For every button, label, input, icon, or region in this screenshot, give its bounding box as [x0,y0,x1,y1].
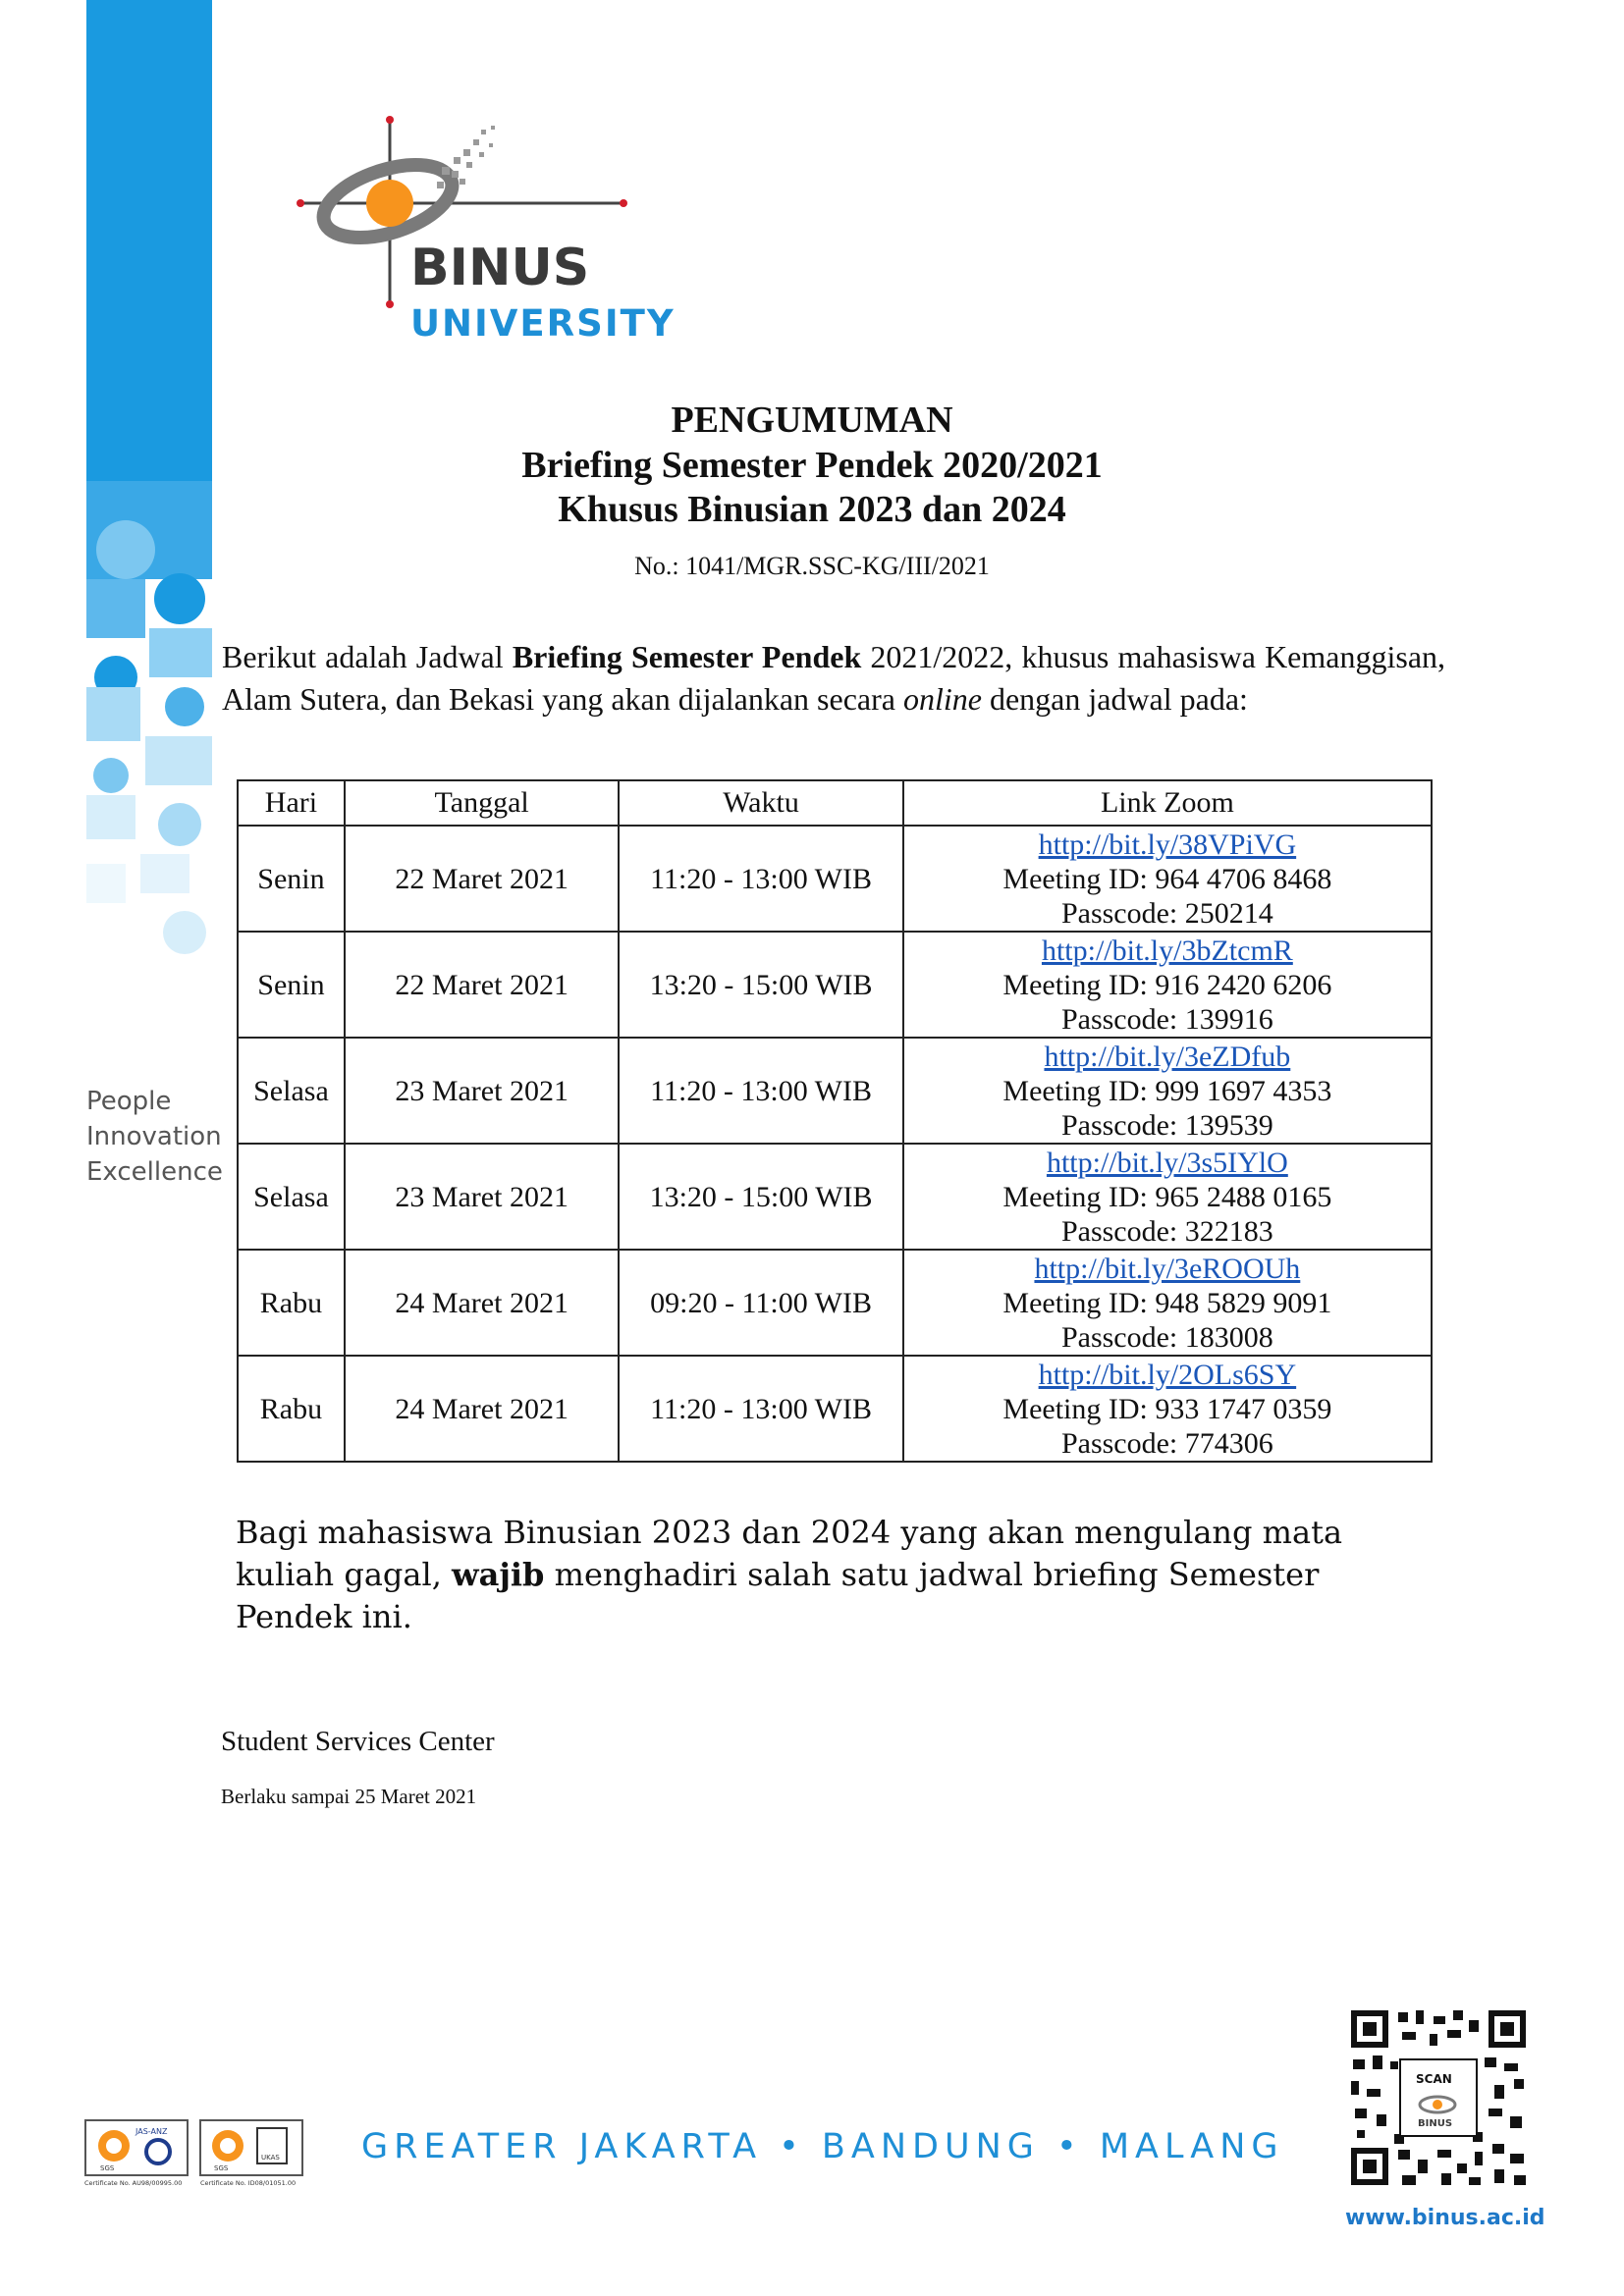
binus-logo [295,108,707,353]
svg-text:Certificate No. AU98/00995.00: Certificate No. AU98/00995.00 [84,2179,183,2187]
announcement-subtitle: Briefing Semester Pendek 2020/2021 [521,445,1103,486]
cell-tanggal: 23 Maret 2021 [345,1144,619,1250]
attendance-note: Bagi mahasiswa Binusian 2023 dan 2024 yang akan mengulang mata kuliah gagal, wajib menghadiri salah satu jadwal briefing Semester Pendek ini. [236,1514,1343,1635]
meeting-id: Meeting ID: 965 2488 0165 [1002,1180,1332,1213]
cell-waktu: 11:20 - 13:00 WIB [619,1038,902,1144]
cell-hari: Selasa [238,1144,345,1250]
cell-waktu: 11:20 - 13:00 WIB [619,1356,902,1462]
table-row [238,826,1432,932]
cell-tanggal: 24 Maret 2021 [345,1356,619,1462]
signature: Student Services Center [221,1726,495,1757]
cell-hari: Rabu [238,1356,345,1462]
campus-locations: GREATER JAKARTA • BANDUNG • MALANG [361,2127,1284,2166]
column-header-tanggal: Tanggal [345,780,619,826]
passcode: Passcode: 250214 [1060,896,1273,930]
passcode: Passcode: 183008 [1060,1320,1273,1354]
cell-tanggal: 23 Maret 2021 [345,1038,619,1144]
validity-date: Berlaku sampai 25 Maret 2021 [221,1785,477,1808]
svg-text:SGS: SGS [100,2164,115,2172]
cell-hari: Selasa [238,1038,345,1144]
announcement-audience: Khusus Binusian 2023 dan 2024 [558,489,1066,530]
meeting-id: Meeting ID: 964 4706 8468 [1002,862,1332,895]
cell-tanggal: 22 Maret 2021 [345,932,619,1038]
table-row [238,1144,1432,1250]
column-header-link-zoom: Link Zoom [903,780,1432,826]
intro-paragraph: Berikut adalah Jadwal Briefing Semester Pendek 2021/2022, khusus mahasiswa Kemanggisan, Alam Sutera, dan Bekasi yang akan dijalankan secara online dengan jadwal pada: [222,639,1446,717]
svg-text:UNIVERSITY: UNIVERSITY [410,302,676,345]
zoom-link[interactable]: http://bit.ly/38VPiVG [1038,828,1297,861]
meeting-id: Meeting ID: 999 1697 4353 [1002,1074,1332,1107]
cell-hari: Senin [238,826,345,932]
cell-hari: Rabu [238,1250,345,1356]
cell-waktu: 09:20 - 11:00 WIB [619,1250,902,1356]
zoom-link[interactable]: http://bit.ly/3eZDfub [1044,1040,1291,1073]
table-row [238,1038,1432,1144]
svg-text:BINUS: BINUS [410,239,590,297]
column-header-waktu: Waktu [619,780,902,826]
table-header-row [238,780,1432,826]
cell-waktu: 13:20 - 15:00 WIB [619,1144,902,1250]
svg-text:SGS: SGS [214,2164,229,2172]
zoom-link[interactable]: http://bit.ly/3bZtcmR [1041,934,1293,967]
svg-text:BINUS: BINUS [1418,2118,1453,2129]
cell-link-zoom [903,1144,1432,1250]
cell-waktu: 13:20 - 15:00 WIB [619,932,902,1038]
passcode: Passcode: 139539 [1060,1108,1273,1142]
svg-text:SCAN: SCAN [1416,2072,1452,2086]
cell-link-zoom [903,1038,1432,1144]
cell-link-zoom [903,932,1432,1038]
cell-tanggal: 22 Maret 2021 [345,826,619,932]
passcode: Passcode: 322183 [1060,1214,1273,1248]
column-header-hari: Hari [238,780,345,826]
zoom-link[interactable]: http://bit.ly/3eROOUh [1034,1252,1301,1285]
meeting-id: Meeting ID: 933 1747 0359 [1002,1392,1332,1425]
passcode: Passcode: 139916 [1060,1002,1273,1036]
cell-link-zoom [903,1250,1432,1356]
cell-waktu: 11:20 - 13:00 WIB [619,826,902,932]
svg-text:Certificate No. ID08/01051.00: Certificate No. ID08/01051.00 [200,2179,297,2187]
brand-tagline: People Innovation Excellence [86,1087,223,1187]
cell-link-zoom [903,826,1432,932]
table-row [238,932,1432,1038]
announcement-title: PENGUMUMAN [671,400,953,441]
certification-badges [84,2118,310,2192]
qr-code [1347,2006,1530,2194]
zoom-link[interactable]: http://bit.ly/3s5IYlO [1046,1146,1288,1179]
schedule-table [237,779,1433,1463]
cell-link-zoom [903,1356,1432,1462]
cell-tanggal: 24 Maret 2021 [345,1250,619,1356]
table-row [238,1250,1432,1356]
document-number: No.: 1041/MGR.SSC-KG/III/2021 [634,552,990,580]
svg-text:UKAS: UKAS [261,2154,280,2162]
meeting-id: Meeting ID: 916 2420 6206 [1002,968,1332,1001]
passcode: Passcode: 774306 [1060,1426,1273,1460]
table-row [238,1356,1432,1462]
cell-hari: Senin [238,932,345,1038]
meeting-id: Meeting ID: 948 5829 9091 [1002,1286,1332,1319]
zoom-link[interactable]: http://bit.ly/2OLs6SY [1038,1358,1297,1391]
svg-text:JAS-ANZ: JAS-ANZ [135,2127,168,2136]
website-link[interactable]: www.binus.ac.id [1345,2206,1545,2230]
